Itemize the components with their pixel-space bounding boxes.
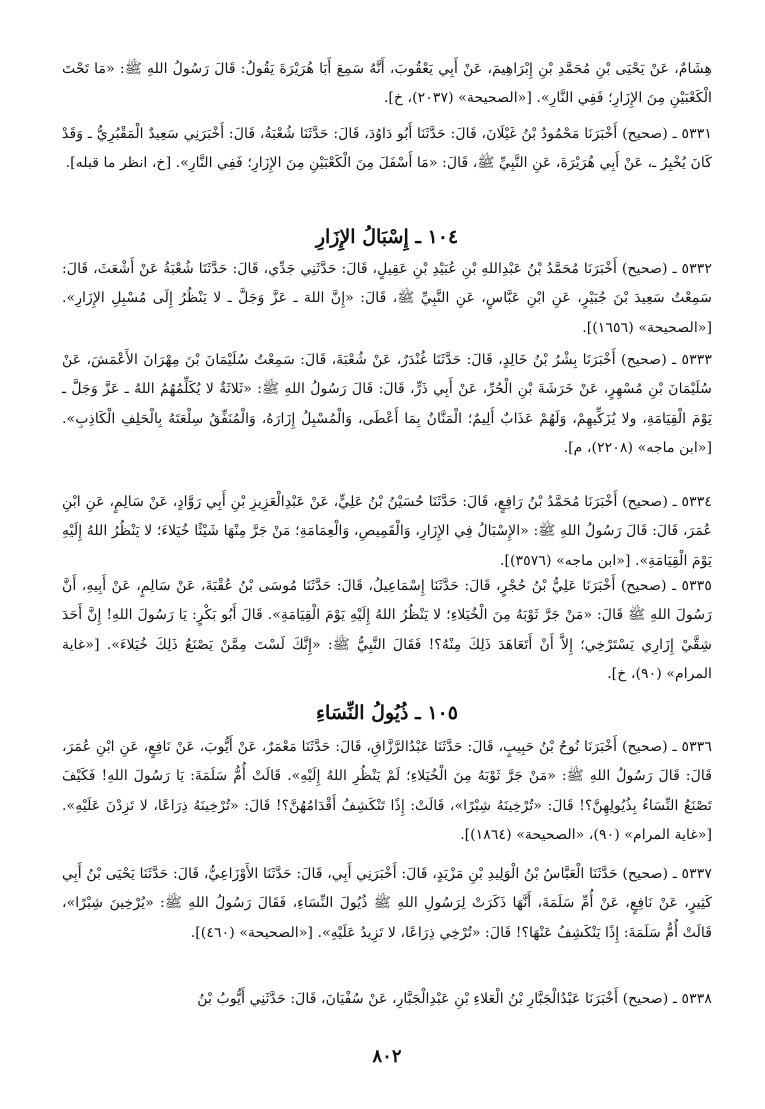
hadith-continuation: هِشَامٌ، عَنْ يَحْيَى بْنِ مُحَمَّدِ بْنِ إِبْرَاهِيمَ، عَنْ أَبِي يَعْقُوبَ، أَنَّهُ سَمِعَ أَبَا هُرَيْرَةَ يَقُولُ: قَالَ رَسُولُ اللهِ ﷺ: «مَا تَحْتَ الْكَعْبَيْنِ مِنَ الإِزَارِ؛ فَفِي النَّارِ». [«الصحيحة» (٢٠٣٧)، خ]. [62, 61, 712, 107]
hadith-5332: ٥٣٣٢ ـ (صحيح) أَخْبَرَنَا مُحَمَّدُ بْنُ عَبْدِاللهِ بْنِ عُبَيْدِ بْنِ عَقِيلٍ، قَالَ: حَدَّثَنِي جَدِّي، قَالَ: حَدَّثَنَا شُعْبَةُ عَنْ أَشْعَثَ، قَالَ: سَمِعْتُ سَعِيدَ بْنَ جُبَيْرٍ، عَنِ ابْنِ عَبَّاسٍ، عَنِ النَّبِيِّ ﷺ، قَالَ: «إِنَّ اللهَ ـ عَزَّ وَجَلَّ ـ لا يَنْظُرُ إِلَى مُسْبِلِ الإِزَارِ». [«الصحيحة» (١٦٥٦)]. [62, 261, 712, 336]
hadith-5337: ٥٣٣٧ ـ (صحيح) حَدَّثَنَا الْعَبَّاسُ بْنُ الْوَلِيدِ بْنِ مَزْيَدٍ، قَالَ: أَخْبَرَنِي أَبِي، قَالَ: حَدَّثَنَا الأَوْزَاعِيُّ، قَالَ: حَدَّثَنَا يَحْيَى بْنُ أَبِي كَثِيرٍ، عَنْ نَافِعٍ، عَنْ أُمِّ سَلَمَةَ، أَنَّهَا ذَكَرَتْ لِرَسُولِ اللهِ ﷺ ذُيُولَ النِّسَاءِ، فَقَالَ رَسُولُ اللهِ ﷺ: «يُرْخِينَ شِبْرًا»، قَالَتْ أُمُّ سَلَمَةَ: إِذًا يَنْكَشِفُ عَنْهَا؟! قَالَ: «تُرْخِي ذِرَاعًا، لا تَزِيدُ عَلَيْهِ». [«الصحيحة» (٤٦٠)]. [62, 866, 712, 941]
hadith-5334: ٥٣٣٤ ـ (صحيح) أَخْبَرَنَا مُحَمَّدُ بْنُ رَافِعٍ، قَالَ: حَدَّثَنَا حُسَيْنُ بْنُ عَلِيٍّ، عَنْ عَبْدِالْعَزِيزِ بْنِ أَبِي رَوَّادٍ، عَنْ سَالِمٍ، عَنِ ابْنِ عُمَرَ، قَالَ: قَالَ رَسُولُ اللهِ ﷺ: «الإِسْبَالُ فِي الإِزَارِ، وَالْقَمِيصِ، وَالْعِمَامَةِ؛ مَنْ جَرَّ مِنْهَا شَيْئًا خُيَلاءَ؛ لا يَنْظُرُ اللهُ إِلَيْهِ يَوْمَ الْقِيَامَةِ». [«ابن ماجه» (٣٥٧٦)]. [62, 494, 712, 569]
hadith-5336: ٥٣٣٦ ـ (صحيح) أَخْبَرَنَا نُوحُ بْنُ حَبِيبٍ، قَالَ: حَدَّثَنَا عَبْدُالرَّزَّاقِ، قَالَ: حَدَّثَنَا مَعْمَرٌ، عَنْ أَيُّوبَ، عَنْ نَافِعٍ، عَنِ ابْنِ عُمَرَ، قَالَ: قَالَ رَسُولُ اللهِ ﷺ: «مَنْ جَرَّ ثَوْبَهُ مِنَ الْخُيَلاءِ؛ لَمْ يَنْظُرِ اللهُ إِلَيْهِ». قَالَتْ أُمُّ سَلَمَةَ: يَا رَسُولَ اللهِ! فَكَيْفَ تَصْنَعُ النِّسَاءُ بِذُيُولِهِنَّ؟! قَالَ: «تُرْخِينَهُ شِبْرًا»، قَالَتْ: إِذًا تَنْكَشِفُ أَقْدَامُهُنَّ؟! قَالَ: «تُرْخِينَهُ ذِرَاعًا، لا تَزِدْنَ عَلَيْهِ». [«غاية المرام» (٩٠)، «الصحيحة» (١٨٦٤)]. [62, 739, 712, 844]
chapter-heading-104: ١٠٤ ـ إِسْبَالُ الإِزَارِ [315, 226, 459, 248]
page-number: ٨٠٢ [372, 1046, 402, 1067]
book-page [62, 0, 712, 1109]
hadith-5335: ٥٣٣٥ ـ (صحيح) أَخْبَرَنَا عَلِيُّ بْنُ حُجْرٍ، قَالَ: حَدَّثَنَا إِسْمَاعِيلُ، قَالَ: حَدَّثَنَا مُوسَى بْنُ عُقْبَةَ، عَنْ سَالِمٍ، عَنْ أَبِيهِ، أَنَّ رَسُولَ اللهِ ﷺ قَالَ: «مَنْ جَرَّ ثَوْبَهُ مِنَ الْخُيَلاءِ؛ لا يَنْظُرُ اللهُ إِلَيْهِ يَوْمَ الْقِيَامَةِ». قَالَ أَبُو بَكْرٍ: يَا رَسُولَ اللهِ! إِنَّ أَحَدَ شِقَّيْ إِزَارِي يَسْتَرْخِي؛ إِلاَّ أَنْ أَتَعَاهَدَ ذَلِكَ مِنْهُ؟! فَقَالَ النَّبِيُّ ﷺ: «إِنَّكَ لَسْتَ مِمَّنْ يَصْنَعُ ذَلِكَ خُيَلاءَ». [«غاية المرام» (٩٠)، خ]. [62, 578, 712, 683]
hadith-5331: ٥٣٣١ ـ (صحيح) أَخْبَرَنَا مَحْمُودُ بْنُ غَيْلَانَ، قَالَ: حَدَّثَنَا أَبُو دَاوُدَ، قَالَ: حَدَّثَنَا شُعْبَةُ، قَالَ: أَخْبَرَنِي سَعِيدٌ الْمَقْبُرِيُّ ـ وَقَدْ كَانَ يُخْبِرُ ـ، عَنْ أَبِي هُرَيْرَةَ، عَنِ النَّبِيِّ ﷺ، قَالَ: «مَا أَسْفَلَ مِنَ الْكَعْبَيْنِ مِنَ الإِزَارِ؛ فَفِي النَّارِ». [خ، انظر ما قبله]. [62, 126, 712, 172]
chapter-heading-105: ١٠٥ ـ ذُيُولُ النِّسَاءِ [316, 702, 458, 724]
hadith-5333: ٥٣٣٣ ـ (صحيح) أَخْبَرَنَا بِشْرُ بْنُ خَالِدٍ، قَالَ: حَدَّثَنَا غُنْدَرٌ، عَنْ شُعْبَةَ، قَالَ: سَمِعْتُ سُلَيْمَانَ بْنَ مِهْرَانَ الأَعْمَشَ، عَنْ سُلَيْمَانَ بْنِ مُسْهِرٍ، عَنْ خَرَشَةَ بْنِ الْحُرِّ، عَنْ أَبِي ذَرٍّ، قَالَ: قَالَ رَسُولُ اللهِ ﷺ: «ثَلاثَةٌ لا يُكَلِّمُهُمُ اللهُ ـ عَزَّ وَجَلَّ ـ يَوْمَ الْقِيَامَةِ، ولا يُزَكِّيهِمْ، وَلَهُمْ عَذَابٌ أَلِيمٌ؛ الْمَنَّانُ بِمَا أَعْطَى، وَالْمُسْبِلُ إِزَارَهُ، وَالْمُنَفِّقُ سِلْعَتَهُ بِالْحَلِفِ الْكَاذِبِ». [«ابن ماجه» (٢٢٠٨)، م]. [62, 352, 712, 457]
hadith-5338: ٥٣٣٨ ـ (صحيح) أَخْبَرَنَا عَبْدُالْجَبَّارِ بْنُ الْعَلاءِ بْنِ عَبْدِالْجَبَّارِ، عَنْ سُفْيَانَ، قَالَ: حَدَّثَنِي أَيُّوبُ بْنُ [197, 991, 712, 1007]
